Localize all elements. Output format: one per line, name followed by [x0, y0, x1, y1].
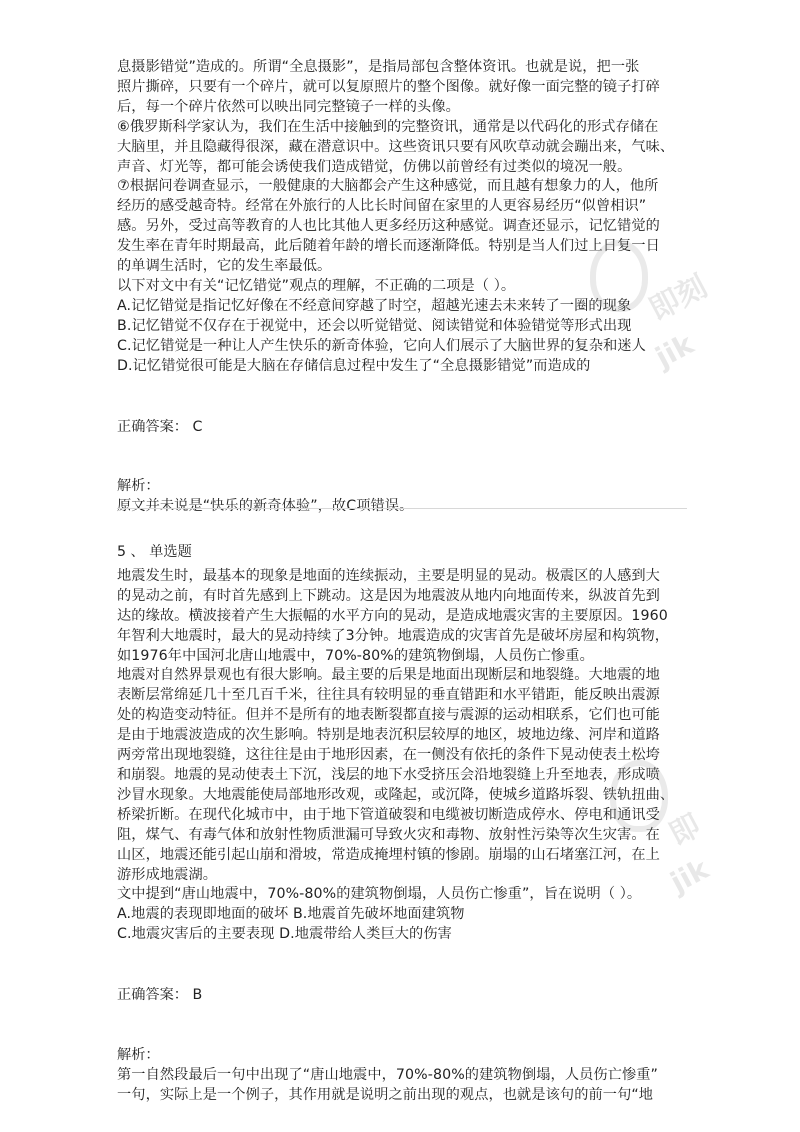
text-line: 第一自然段最后一句中出现了“唐山地震中，70%-80%的建筑物倒塌，人员伤亡惨重” [117, 1066, 658, 1083]
text-line: 的单调生活时，它的发生率最低。 [117, 258, 332, 275]
watermark-text: jik [650, 327, 699, 375]
text-line: 游形成地震湖。 [117, 866, 218, 883]
text-line: 的晃动之前，有时首先感到上下跳动。这是因为地震波从地内向地面传来，纵波首先到 [117, 587, 660, 604]
text-line: 如1976年中国河北唐山地震中，70%-80%的建筑物倒塌，人员伤亡惨重。 [117, 647, 594, 664]
text-line: 经历的感受越奇特。经常在外旅行的人比长时间留在家里的人更容易经历“似曾相识” [117, 198, 647, 215]
watermark-text: jik [665, 852, 714, 900]
text-line: 处的构造变动特征。但并不是所有的地表断裂都直接与震源的运动相联系，它们也可能 [117, 707, 660, 724]
text-line: 息摄影错觉”造成的。所谓“全息摄影”，是指局部包含整体资讯。也就是说，把一张 [117, 59, 640, 75]
text-line: 文中提到“唐山地震中，70%-80%的建筑物倒塌，人员伤亡惨重”，旨在说明（ ）。 [117, 886, 642, 903]
text-line: 照片撕碎，只要有一个碎片，就可以复原照片的整个图像。就好像一面完整的镜子打碎 [117, 78, 660, 95]
text-line: A.记忆错觉是指记忆好像在不经意间穿越了时空，超越光速去未来转了一圈的现象 [117, 297, 632, 314]
question-5-analysis-text [117, 1066, 687, 1106]
question-5-answer: 正确答案： B [117, 987, 203, 1004]
question-divider [117, 508, 687, 509]
question-4-text [117, 58, 687, 377]
text-line: C.记忆错觉是一种让人产生快乐的新奇体验，它向人们展示了大脑世界的复杂和迷人 [117, 337, 646, 354]
text-line: 后，每一个碎片依然可以映出同完整镜子一样的头像。 [117, 98, 460, 115]
text-line: 大脑里，并且隐藏得很深，藏在潜意识中。这些资讯只要有风吹草动就会蹦出来，气味、 [117, 138, 675, 155]
text-line: B.记忆错觉不仅存在于视觉中，还会以听觉错觉、阅读错觉和体验错觉等形式出现 [117, 317, 632, 334]
text-line: 发生率在青年时期最高，此后随着年龄的增长而逐渐降低。特别是当人们过上日复一日 [117, 238, 660, 255]
text-line: 达的缘故。横波接着产生大振幅的水平方向的晃动，是造成地震灾害的主要原因。1960 [117, 607, 668, 624]
text-line: 地震对自然界景观也有很大影响。最主要的后果是地面出现断层和地裂缝。大地震的地 [117, 667, 660, 684]
watermark-text: 即 [663, 807, 707, 853]
text-line: 和崩裂。地震的晃动使表土下沉，浅层的地下水受挤压会沿地裂缝上升至地表，形成喷 [117, 766, 660, 783]
text-line: 年智利大地震时，最大的晃动持续了3分钟。地震造成的灾害首先是破坏房屋和构筑物， [117, 627, 670, 644]
question-4-answer: 正确答案： C [117, 418, 203, 435]
text-line: 一句，实际上是一个例子，其作用就是说明之前出现的观点，也就是该句的前一句“地 [117, 1086, 654, 1103]
text-line: A.地震的表现即地面的破坏 B.地震首先破坏地面建筑物 [117, 906, 465, 923]
text-line: 桥梁折断。在现代化城市中，由于地下管道破裂和电缆被切断造成停水、停电和通讯受 [117, 806, 660, 823]
question-4-analysis-label: 解析： [117, 478, 160, 495]
text-line: 声音、灯光等，都可能会诱使我们造成错觉，仿佛以前曾经有过类似的境况一般。 [117, 158, 632, 175]
text-line: D.记忆错觉很可能是大脑在存储信息过程中发生了“全息摄影错觉”而造成的 [117, 357, 591, 374]
question-4-block [117, 58, 687, 517]
question-5-block [117, 543, 687, 1106]
text-line: 阻，煤气、有毒气体和放射性物质泄漏可导致火灾和毒物、放射性污染等次生灾害。在 [117, 826, 660, 843]
text-line: ⑥俄罗斯科学家认为，我们在生活中接触到的完整资讯，通常是以代码化的形式存储在 [117, 118, 659, 135]
text-line: 表断层常绵延几十至几百千米，往往具有较明显的垂直错距和水平错距，能反映出震源 [117, 687, 660, 704]
watermark-text: 即刻 [643, 268, 714, 328]
question-5-analysis-label: 解析： [117, 1047, 160, 1064]
text-line: 是由于地震波造成的次生影响。特别是地表沉积层较厚的地区，坡地边缘、河岸和道路 [117, 727, 660, 744]
text-line: 两旁常出现地裂缝，这往往是由于地形因素，在一侧没有依托的条件下晃动使表土松垮 [117, 747, 660, 764]
text-line: 山区，地震还能引起山崩和滑坡，常造成掩埋村镇的惨剧。崩塌的山石堵塞江河，在上 [117, 846, 660, 863]
text-line: 沙冒水现象。大地震能使局部地形改观，或隆起，或沉降，使城乡道路坼裂、铁轨扭曲、 [117, 786, 675, 803]
text-line: 地震发生时，最基本的现象是地面的连续振动，主要是明显的晃动。极震区的人感到大 [117, 567, 660, 584]
text-line: C.地震灾害后的主要表现 D.地震带给人类巨大的伤害 [117, 926, 452, 943]
text-line: 原文并未说是“快乐的新奇体验”，故C项错误。 [117, 498, 414, 515]
question-5-header: 5 、 单选题 [117, 544, 192, 560]
text-line: ⑦根据问卷调查显示，一般健康的大脑都会产生这种感觉，而且越有想象力的人，他所 [117, 178, 659, 195]
text-line: 感。另外，受过高等教育的人也比其他人更多经历这种感觉。调查还显示，记忆错觉的 [117, 218, 660, 235]
text-line: 以下对文中有关“记忆错觉”观点的理解，不正确的二项是（ ）。 [117, 277, 516, 294]
question-5-text [117, 567, 687, 945]
